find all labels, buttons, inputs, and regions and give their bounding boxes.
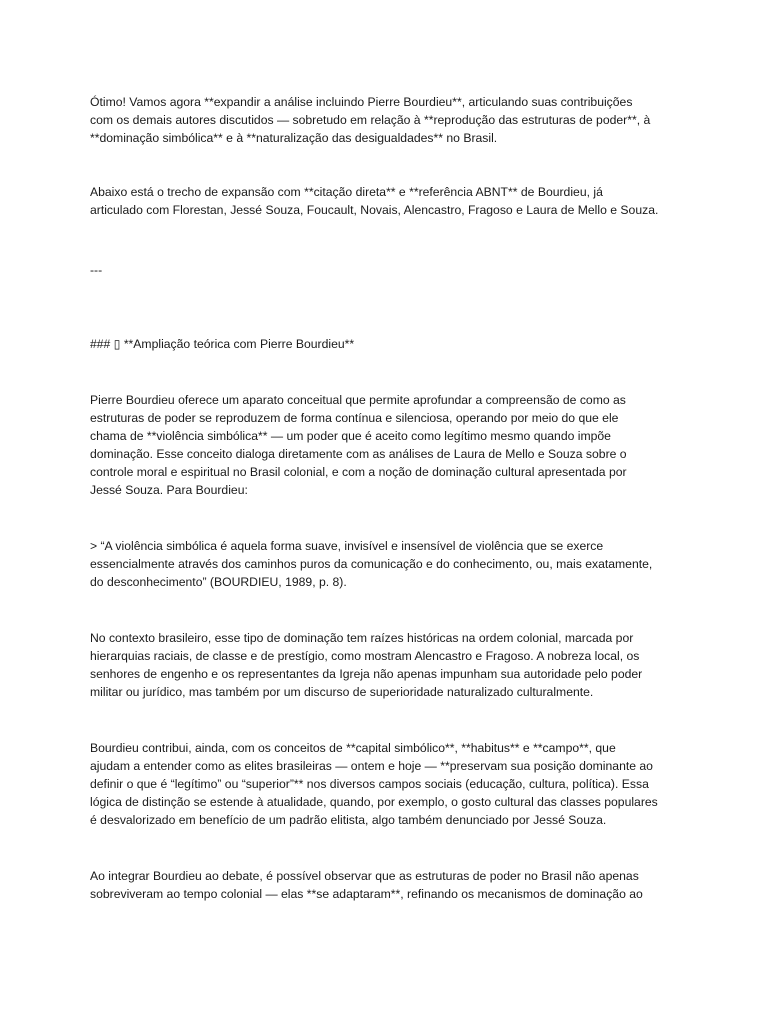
text-line: Ótimo! Vamos agora **expandir a análise incluindo Pierre Bourdieu**, articulando suas contribuições — [90, 95, 633, 109]
text-line: Abaixo está o trecho de expansão com **citação direta** e **referência ABNT** de Bourdieu, já — [90, 185, 603, 199]
text-line: articulado com Florestan, Jessé Souza, Foucault, Novais, Alencastro, Fragoso e Laura de Mello e Souza. — [90, 203, 659, 217]
text-line: ajudam a entender como as elites brasileiras — ontem e hoje — **preservam sua posição dominante ao — [90, 759, 653, 773]
paragraph-spacer — [90, 591, 680, 629]
section-heading — [90, 335, 680, 353]
text-line: Jessé Souza. Para Bourdieu: — [90, 483, 248, 497]
paragraph-spacer — [90, 701, 680, 739]
paragraph-spacer — [90, 219, 680, 261]
text-line: senhores de engenho e os representantes da Igreja não apenas impunham sua autoridade pelo poder — [90, 667, 643, 681]
text-line: Ao integrar Bourdieu ao debate, é possível observar que as estruturas de poder no Brasil não apenas — [90, 869, 639, 883]
document-page — [90, 93, 680, 903]
integration-paragraph — [90, 867, 680, 903]
text-line: hierarquias raciais, de classe e de prestígio, como mostram Alencastro e Fragoso. A nobreza local, os — [90, 649, 640, 663]
text-line: --- — [90, 263, 103, 277]
text-line: chama de **violência simbólica** — um poder que é aceito como legítimo mesmo quando impõe — [90, 429, 611, 443]
text-line: estruturas de poder se reproduzem de forma contínua e silenciosa, operando por meio do que ele — [90, 411, 619, 425]
text-line: definir o que é “legítimo” ou “superior”** nos diversos campos sociais (educação, cultura, política). Essa — [90, 777, 649, 791]
text-line: com os demais autores discutidos — sobretudo em relação à **reprodução das estruturas de poder**, à — [90, 113, 651, 127]
text-line: dominação. Esse conceito dialoga diretamente com as análises de Laura de Mello e Souza sobre o — [90, 447, 627, 461]
text-line: é desvalorizado em benefício de um padrão elitista, algo também denunciado por Jessé Souza. — [90, 813, 607, 827]
text-line: lógica de distinção se estende à atualidade, quando, por exemplo, o gosto cultural das classes populares — [90, 795, 658, 809]
paragraph-spacer — [90, 147, 680, 183]
bourdieu-intro-paragraph — [90, 391, 680, 499]
text-line: No contexto brasileiro, esse tipo de dominação tem raízes históricas na ordem colonial, marcada por — [90, 631, 634, 645]
text-line: Pierre Bourdieu oferece um aparato conceitual que permite aprofundar a compreensão de como as — [90, 393, 626, 407]
paragraph-spacer — [90, 279, 680, 335]
intro-paragraph — [90, 93, 680, 147]
text-line: **dominação simbólica** e à **naturalização das desigualdades** no Brasil. — [90, 131, 498, 145]
text-line: do desconhecimento” (BOURDIEU, 1989, p. 8). — [90, 575, 347, 589]
paragraph-spacer — [90, 353, 680, 391]
bourdieu-concepts-paragraph — [90, 739, 680, 829]
horizontal-rule-marker — [90, 261, 680, 279]
text-line: > “A violência simbólica é aquela forma suave, invisível e insensível de violência que se exerce — [90, 539, 604, 553]
text-line: controle moral e espiritual no Brasil colonial, e com a noção de dominação cultural apresentada por — [90, 465, 627, 479]
text-line: militar ou jurídico, mas também por um discurso de superioridade naturalizado culturalmente. — [90, 685, 594, 699]
text-line: ### ▯ **Ampliação teórica com Pierre Bourdieu** — [90, 337, 355, 351]
text-line: essencialmente através dos caminhos puros da comunicação e do conhecimento, ou, mais exatamente, — [90, 557, 653, 571]
text-line: sobreviveram ao tempo colonial — elas **se adaptaram**, refinando os mecanismos de dominação ao — [90, 887, 643, 901]
blockquote-paragraph — [90, 537, 680, 591]
brazilian-context-paragraph — [90, 629, 680, 701]
expansion-note-paragraph — [90, 183, 680, 219]
paragraph-spacer — [90, 499, 680, 537]
paragraph-spacer — [90, 829, 680, 867]
text-line: Bourdieu contribui, ainda, com os conceitos de **capital simbólico**, **habitus** e **campo**, que — [90, 741, 616, 755]
